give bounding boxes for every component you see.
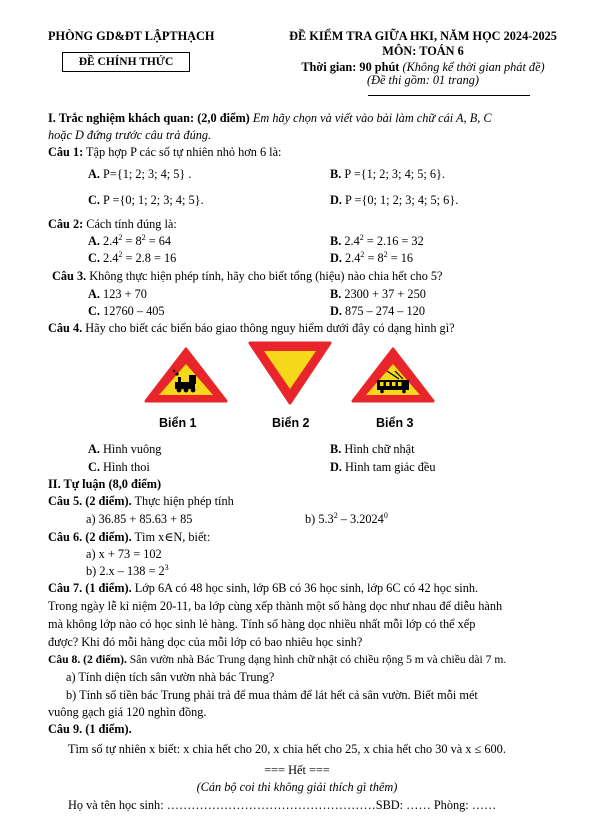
expr: 2.4: [103, 234, 119, 248]
q8-text: Sân vườn nhà Bác Trung dạng hình chữ nhật có chiều rộng 5 m và chiều dài 7 m.: [126, 653, 507, 666]
option-text: 12760 – 405: [103, 304, 165, 318]
q5-text: Thực hiện phép tính: [131, 494, 234, 508]
q4-option-a: [88, 441, 161, 457]
exam-pages-note: (Đề thi gồm: 01 trang): [366, 73, 480, 87]
q1-option-c: [88, 192, 204, 208]
q4-option-c: [88, 459, 150, 475]
q4-option-d: [330, 459, 436, 475]
expr: – 3.2024: [337, 512, 384, 526]
q3-option-d: [330, 303, 425, 319]
option-letter: D.: [330, 460, 342, 474]
option-letter: B.: [330, 287, 342, 301]
exam-title: ĐỀ KIỂM TRA GIỮA HKI, NĂM HỌC 2024-2025: [289, 29, 557, 43]
q3-label: Câu 3.: [52, 269, 87, 283]
expr: = 8: [364, 251, 384, 265]
expr: 2.4: [103, 251, 119, 265]
option-letter: C.: [88, 251, 100, 265]
question-3: [52, 268, 443, 284]
sign-2-caption: Biển 2: [272, 416, 310, 430]
q3-option-b: [330, 286, 426, 302]
q2-text: Cách tính đúng là:: [83, 217, 177, 231]
q7-line4: được? Khi đó mỗi hàng dọc của mỗi lớp có bao nhiêu học sinh?: [48, 635, 363, 649]
question-4: [48, 320, 455, 336]
q9-text: Tìm số tự nhiên x biết: x chia hết cho 20, x chia hết cho 25, x chia hết cho 30 và x ≤ 600.: [68, 742, 506, 756]
question-7: [48, 580, 478, 596]
q7-line2: Trong ngày lễ kỉ niệm 20-11, ba lớp cùng xếp thành một số hàng dọc như nhau để diễu hành: [48, 599, 503, 613]
exponent: 2: [360, 249, 365, 259]
expr: = 64: [145, 234, 172, 248]
q1-option-b: [330, 166, 445, 182]
question-2: [48, 216, 177, 232]
header-divider: [368, 95, 530, 96]
expr: = 2.16 = 32: [363, 234, 424, 248]
option-letter: B.: [330, 234, 342, 248]
expr: b) 2.x – 138 = 2: [86, 564, 165, 578]
option-letter: C.: [88, 193, 100, 207]
part1-title: I. Trắc nghiệm khách quan: (2,0 điểm): [48, 111, 250, 125]
option-letter: A.: [88, 167, 100, 181]
q6-text: Tìm x∈N, biết:: [131, 530, 211, 544]
option-text: Hình tam giác đều: [345, 460, 436, 474]
q8-part-b-line2: vuông gạch giá 120 nghìn đồng.: [48, 705, 207, 719]
student-info-line: Họ và tên học sinh: ……………………………………………SBD: …… Phòng: ……: [68, 798, 497, 812]
option-text: Hình thoi: [103, 460, 150, 474]
option-letter: A.: [88, 442, 100, 456]
sign-3-caption: Biển 3: [376, 416, 414, 430]
q3-text: Không thực hiện phép tính, hãy cho biết tổng (hiệu) nào chia hết cho 5?: [86, 269, 443, 283]
option-text: P ={0; 1; 2; 3; 4; 5}.: [103, 193, 204, 207]
department-name: PHÒNG GD&ĐT LẬPTHẠCH: [48, 29, 215, 43]
option-text: P ={0; 1; 2; 3; 4; 5; 6}.: [345, 193, 459, 207]
sign-1-caption: Biển 1: [159, 416, 197, 430]
q1-option-d: [330, 192, 458, 208]
q2-option-b: [330, 233, 424, 249]
option-letter: B.: [330, 167, 342, 181]
q2-option-d: [330, 250, 413, 266]
exponent: 0: [383, 510, 388, 520]
exponent: 2: [383, 249, 388, 259]
q1-text: Tập hợp P các số tự nhiên nhỏ hơn 6 là:: [83, 145, 282, 159]
official-exam-box: ĐỀ CHÍNH THỨC: [62, 52, 190, 72]
q2-option-a: [88, 233, 171, 249]
q1-option-a: [88, 166, 191, 182]
option-text: Hình chữ nhật: [344, 442, 415, 456]
option-text: Hình vuông: [103, 442, 162, 456]
exam-time-note: (Không kể thời gian phát đề): [402, 60, 545, 74]
q6-label: Câu 6. (2 điểm).: [48, 530, 132, 544]
option-text: P ={1; 2; 3; 4; 5; 6}.: [344, 167, 445, 181]
q3-option-c: [88, 303, 165, 319]
q7-label: Câu 7. (1 điểm).: [48, 581, 132, 595]
sign-3-tram-warning: [349, 345, 437, 405]
option-letter: D.: [330, 193, 342, 207]
question-5: [48, 493, 234, 509]
option-letter: B.: [330, 442, 342, 456]
option-text: 2300 + 37 + 250: [344, 287, 426, 301]
option-letter: D.: [330, 304, 342, 318]
q5-part-a: a) 36.85 + 85.63 + 85: [86, 512, 193, 526]
exponent: 2: [141, 232, 146, 242]
exam-time-bold: Thời gian: 90 phút: [301, 60, 400, 74]
q2-label: Câu 2:: [48, 217, 84, 231]
q8-part-b-line1: b) Tính số tiền bác Trung phải trả để mua thảm để lát hết cả sân vườn. Biết mỗi mét: [66, 688, 478, 702]
q4-option-b: [330, 441, 415, 457]
q3-option-a: [88, 286, 147, 302]
q1-label: Câu 1:: [48, 145, 84, 159]
exponent: 2: [333, 510, 338, 520]
q4-label: Câu 4.: [48, 321, 83, 335]
exponent: 2: [359, 232, 364, 242]
option-text: P={1; 2; 3; 4; 5} .: [103, 167, 192, 181]
part1-line1: [48, 110, 492, 126]
q8-part-a: a) Tính diện tích sân vườn nhà bác Trung?: [66, 670, 275, 684]
q6-part-b: [86, 563, 169, 579]
invigilator-note: (Cán bộ coi thi không giải thích gì thêm): [196, 780, 398, 794]
exponent: 2: [118, 232, 123, 242]
expr: b) 5.3: [305, 512, 334, 526]
expr: = 8: [122, 234, 142, 248]
exponent: 2: [118, 249, 123, 259]
option-text: 875 – 274 – 120: [345, 304, 425, 318]
expr: 2.4: [345, 251, 361, 265]
q2-option-c: [88, 250, 176, 266]
exam-subject: MÔN: TOÁN 6: [382, 44, 464, 58]
sign-2-yield: [246, 339, 334, 407]
question-1: [48, 144, 281, 160]
q6-part-a: a) x + 73 = 102: [86, 547, 162, 561]
expr: 2.4: [344, 234, 360, 248]
option-letter: D.: [330, 251, 342, 265]
q8-label: Câu 8. (2 điểm).: [48, 653, 127, 666]
q5-label: Câu 5. (2 điểm).: [48, 494, 132, 508]
expr: = 2.8 = 16: [122, 251, 177, 265]
sign-1-train-warning: [142, 345, 230, 405]
question-6: [48, 529, 210, 545]
expr: = 16: [387, 251, 414, 265]
part1-instruction-1: Em hãy chọn và viết vào bài làm chữ cái A, B, C: [249, 111, 492, 125]
question-8: [48, 652, 506, 667]
end-marker: === Hết ===: [264, 763, 330, 777]
option-letter: A.: [88, 287, 100, 301]
option-text: 123 + 70: [103, 287, 147, 301]
option-letter: A.: [88, 234, 100, 248]
q4-text: Hãy cho biết các biển báo giao thông nguy hiểm dưới đây có dạng hình gì?: [82, 321, 455, 335]
q5-part-b: [305, 511, 388, 527]
part1-instruction-2: hoặc D đứng trước câu trả đúng.: [48, 128, 212, 142]
q7-line3: mà không lớp nào có học sinh lẻ hàng. Tính số hàng dọc nhiều nhất mỗi lớp có thể xếp: [48, 617, 476, 631]
option-letter: C.: [88, 460, 100, 474]
q7-line1: Lớp 6A có 48 học sinh, lớp 6B có 36 học sinh, lớp 6C có 42 học sinh.: [131, 581, 479, 595]
exponent: 3: [164, 562, 169, 572]
part2-title: II. Tự luận (8,0 điểm): [48, 477, 162, 491]
q9-label: Câu 9. (1 điểm).: [48, 722, 132, 736]
option-letter: C.: [88, 304, 100, 318]
